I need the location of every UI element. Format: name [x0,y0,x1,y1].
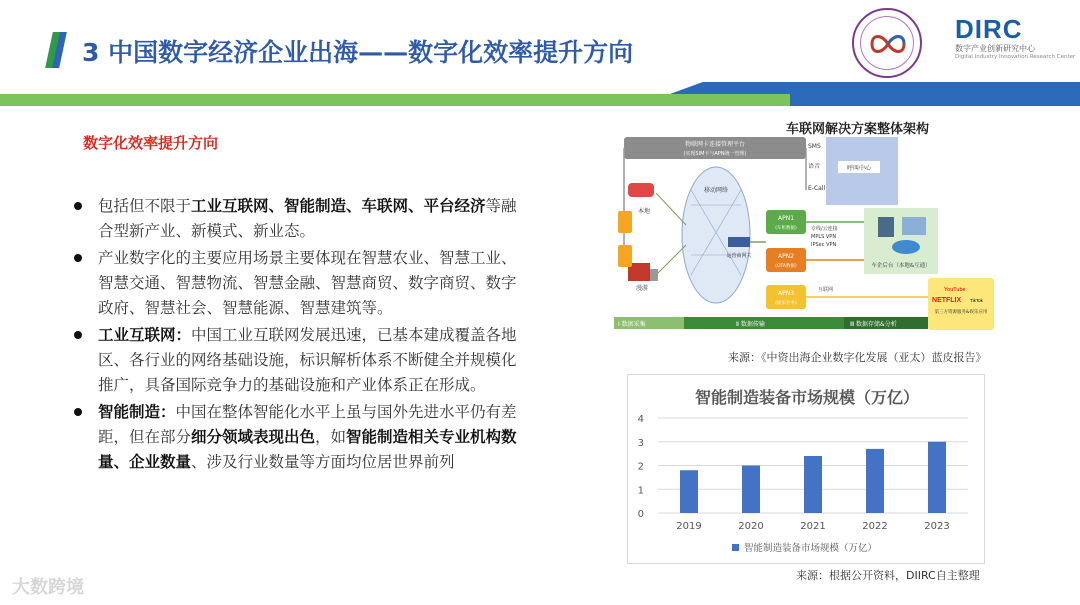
apn3-sub: (娱乐业务) [775,301,797,306]
enterprise-center-label: 车企后台（本地&互通） [871,263,931,269]
y-tick-label: 2 [637,461,644,473]
diagram-title: 车联网解决方案整体架构 [786,122,930,137]
bullet-bold-text: 智能制造相关专业机构数量、企业数量 [98,428,517,471]
bar-2023 [928,442,946,513]
mobile-network-label: 移动网络 [703,187,729,194]
vpn-line-2: MPLS VPN [811,234,837,240]
watermark [12,573,84,599]
brand-logo-text: DIRC [955,14,1023,44]
bullet-item [72,194,522,244]
third-party-label: 第三方资源服务&娱乐应用 [934,310,988,315]
x-tick-label: 2019 [676,521,702,532]
chart-canvas [628,375,986,565]
market-size-chart [627,374,985,564]
bullet-item [72,400,522,475]
y-tick-label: 1 [637,485,644,497]
chart-title: 智能制造装备市场规模（万亿） [694,388,919,407]
apn2-label: APN2 [777,253,795,260]
y-tick-label: 4 [637,414,644,425]
x-tick-label: 2021 [800,521,826,532]
truck-label: 漫游 [636,285,649,292]
ecall-label: E-Call [808,185,826,192]
call-center-label: 呼叫中心 [846,165,872,172]
sms-label: SMS [808,143,821,150]
platform-sub: (实现SIM卡与APN统一管理) [683,151,747,157]
section-subtitle: 数字化效率提升方向 [83,134,219,152]
x-tick-label: 2023 [924,521,950,532]
title-accent-bar [49,32,65,68]
tiktok-logo: TikTok [970,298,983,303]
bullet-dot-icon [74,408,82,416]
bullet-item [72,323,522,398]
bullet-text: 中国在整体智能化水平上虽与国外先进水平仍有差距，但在部分 [98,403,517,446]
institute-seal-logo [852,8,922,78]
brand-cn-name: 数字产业创新研究中心 [955,44,1035,53]
voice-label: 语音 [808,163,821,170]
bar-2022 [866,449,884,513]
bar-2020 [742,466,760,514]
gateway-label: 运营商网关 [726,253,752,259]
legend-swatch [732,544,739,551]
bullet-bold-text: 工业互联网、智能制造、车联网、平台经济 [191,197,486,215]
bullet-bold-text: 细分领域表现出色 [191,428,316,446]
bullet-dot-icon [74,202,82,210]
apn2-sub: (OTA数据) [775,264,797,269]
y-tick-label: 0 [637,509,644,520]
bullet-bold-text: 智能制造： [98,403,176,421]
youtube-logo: YouTube [944,287,966,293]
bullet-list [72,194,522,477]
legend-label: 智能制造装备市场规模（万亿） [744,543,878,554]
stage2-label: Ⅱ 数据传输 [736,321,765,328]
bullet-text: ，如 [315,428,347,446]
bullet-text: 中国工业互联网发展迅速，已基本建成覆盖各地区、各行业的网络基础设施，标识解析体系不断健全并规模化推广，具备国际竞争力的基础设施和产业体系正在形成。 [98,326,517,394]
car-label: 本地 [638,208,651,215]
apn3-label: APN3 [777,290,795,297]
bullet-dot-icon [74,331,82,339]
internet-label: 互联网 [818,287,834,293]
netflix-logo: NETFLIX [932,297,962,304]
iov-architecture-diagram [606,115,1006,335]
bullet-text: 包括但不限于 [98,197,192,215]
bar-2019 [680,470,698,513]
bullet-text: 等融合型新产业、新模式、新业态。 [98,197,517,240]
apn1-label: APN1 [777,215,795,222]
y-tick-label: 3 [637,437,644,449]
brand-en-name: Digital Industry Innovation Research Center [955,54,1076,60]
watermark-text: 大数跨境 [12,577,84,598]
bar-2021 [804,456,822,513]
vpn-line-1: 专线/云连接 [811,226,838,232]
vpn-line-3: IPSec VPN [811,242,837,248]
bullet-text: 产业数字化的主要应用场景主要体现在智慧农业、智慧工业、智慧交通、智慧物流、智慧金融、智慧商贸、数字商贸、数字政府、智慧社会、智慧能源、智慧建筑等。 [98,249,517,317]
gateway-icon [728,237,750,247]
header-band [0,94,1080,106]
stage1-label: Ⅰ 数据采集 [618,321,646,328]
bullet-bold-text: 工业互联网： [98,326,192,344]
car-icon [628,183,654,197]
x-tick-label: 2022 [862,521,888,532]
platform-label: 物联网卡连接管理平台 [684,141,746,148]
source-note-chart: 来源：根据公开资料，DIIRC自主整理 [796,569,980,582]
x-tick-label: 2020 [738,521,764,532]
bullet-item [72,246,522,321]
bullet-dot-icon [74,254,82,262]
stage3-label: Ⅲ 数据存储&分析 [850,321,897,328]
bullet-text: 、涉及行业数量等方面均位居世界前列 [191,453,455,471]
brand-logo [955,14,1076,60]
page-title: 3 中国数字经济企业出海——数字化效率提升方向 [82,38,634,67]
apn1-sub: (车机数据) [775,226,797,231]
source-note-diagram: 来源：《中资出海企业数字化发展（亚太）蓝皮报告》 [728,351,987,364]
